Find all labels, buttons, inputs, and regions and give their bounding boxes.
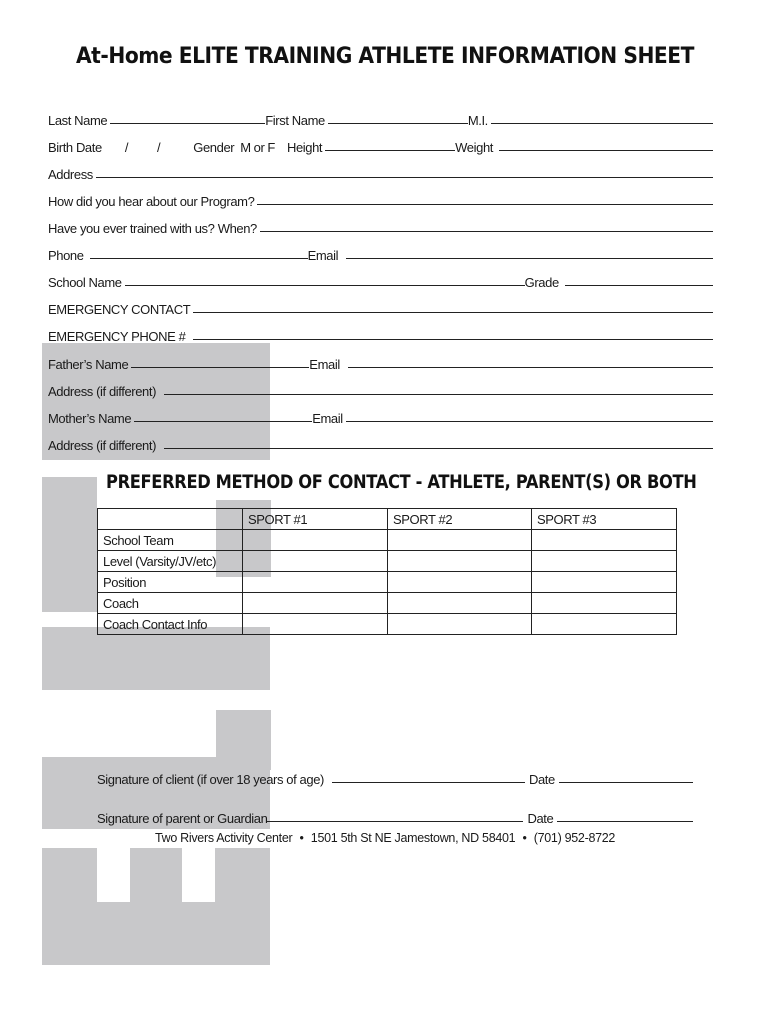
table-cell[interactable] <box>532 530 677 551</box>
watermark-logo-cutout-left <box>97 848 130 902</box>
phone-label: Phone <box>48 248 84 263</box>
gender-female-option[interactable]: F <box>267 140 275 155</box>
trained-field[interactable] <box>260 231 713 232</box>
footer-separator: • <box>522 831 527 845</box>
parent-date-label: Date <box>527 811 554 826</box>
gender-male-option[interactable]: M <box>240 140 251 155</box>
row-label-school-team: School Team <box>98 530 243 551</box>
mi-label: M.I. <box>467 113 488 128</box>
school-name-field[interactable] <box>125 285 525 286</box>
fathers-name-label: Father’s Name <box>48 357 129 372</box>
parent-signature-label: Signature of parent or Guardian <box>97 811 268 826</box>
row-label-coach-contact: Coach Contact Info <box>98 614 243 635</box>
table-cell[interactable] <box>243 572 388 593</box>
mother-address-field[interactable] <box>164 448 713 449</box>
heard-about-label: How did you hear about our Program? <box>48 194 255 209</box>
table-row <box>98 614 677 635</box>
mother-email-label: Email <box>312 411 343 426</box>
footer-organization: Two Rivers Activity Center <box>154 831 293 845</box>
table-header-sport-1: SPORT #1 <box>243 509 388 530</box>
father-email-field[interactable] <box>348 367 713 368</box>
father-address-label: Address (if different) <box>48 384 157 399</box>
first-name-field[interactable] <box>328 123 468 124</box>
client-signature-row <box>97 767 693 787</box>
footer-separator: • <box>299 831 304 845</box>
email-label: Email <box>307 248 339 263</box>
address-row <box>48 162 713 182</box>
gender-label: Gender <box>193 140 235 155</box>
mother-address-label: Address (if different) <box>48 438 157 453</box>
parent-date-field[interactable] <box>557 821 693 822</box>
gender-or: or <box>253 140 265 155</box>
birth-date-slash-2[interactable]: / <box>157 140 161 155</box>
emergency-phone-label: EMERGENCY PHONE # <box>48 329 186 344</box>
table-cell[interactable] <box>243 551 388 572</box>
table-cell[interactable] <box>388 593 532 614</box>
address-label: Address <box>48 167 93 182</box>
mother-email-field[interactable] <box>346 421 713 422</box>
emergency-contact-row <box>48 297 713 317</box>
watermark-logo-notch <box>42 477 97 612</box>
email-field[interactable] <box>346 258 713 259</box>
client-signature-label: Signature of client (if over 18 years of age) <box>97 772 324 787</box>
birth-date-label: Birth Date <box>48 140 102 155</box>
table-row <box>98 593 677 614</box>
watermark-logo-bar <box>42 627 270 690</box>
table-cell[interactable] <box>243 530 388 551</box>
address-field[interactable] <box>96 177 713 178</box>
mother-address-row <box>48 433 713 453</box>
last-name-label: Last Name <box>48 113 108 128</box>
mothers-name-field[interactable] <box>134 421 312 422</box>
sports-table-header <box>98 509 677 530</box>
birth-date-slash-1[interactable]: / <box>124 140 129 155</box>
father-address-row <box>48 379 713 399</box>
client-date-field[interactable] <box>559 782 693 783</box>
row-label-position: Position <box>98 572 243 593</box>
table-header-sport-2: SPORT #2 <box>388 509 532 530</box>
table-cell[interactable] <box>388 551 532 572</box>
row-label-level: Level (Varsity/JV/etc) <box>98 551 243 572</box>
emergency-phone-field[interactable] <box>193 339 713 340</box>
table-row <box>98 530 677 551</box>
table-cell[interactable] <box>243 614 388 635</box>
mi-field[interactable] <box>491 123 713 124</box>
table-header-sport-3: SPORT #3 <box>532 509 677 530</box>
emergency-contact-label: EMERGENCY CONTACT <box>48 302 191 317</box>
phone-email-row <box>48 243 713 263</box>
birth-gender-row <box>48 135 713 155</box>
father-row <box>48 352 713 372</box>
table-cell[interactable] <box>532 551 677 572</box>
footer <box>0 831 770 845</box>
school-name-label: School Name <box>48 275 122 290</box>
table-row <box>98 551 677 572</box>
client-date-label: Date <box>528 772 555 787</box>
height-field[interactable] <box>325 150 455 151</box>
first-name-label: First Name <box>265 113 325 128</box>
table-header-blank <box>98 509 243 530</box>
watermark-logo-base <box>42 848 270 965</box>
page-title: At-Home ELITE TRAINING ATHLETE INFORMATION SHEET <box>75 44 695 69</box>
table-cell[interactable] <box>532 572 677 593</box>
name-row <box>48 108 713 128</box>
weight-field[interactable] <box>499 150 713 151</box>
table-cell[interactable] <box>243 593 388 614</box>
contact-method-heading: PREFERRED METHOD OF CONTACT - ATHLETE, PARENT(S) OR BOTH <box>106 472 697 493</box>
watermark-logo-cutout-right <box>182 848 215 902</box>
heard-about-field[interactable] <box>257 204 713 205</box>
table-cell[interactable] <box>388 614 532 635</box>
emergency-phone-row <box>48 324 713 344</box>
grade-field[interactable] <box>565 285 713 286</box>
row-label-coach: Coach <box>98 593 243 614</box>
parent-signature-field[interactable] <box>267 821 523 822</box>
sports-table <box>97 508 677 635</box>
height-label: Height <box>286 140 323 155</box>
table-cell[interactable] <box>388 572 532 593</box>
mother-row <box>48 406 713 426</box>
trained-row <box>48 216 713 236</box>
footer-address: 1501 5th St NE Jamestown, ND 58401 <box>310 831 516 845</box>
heard-about-row <box>48 189 713 209</box>
client-signature-field[interactable] <box>332 782 525 783</box>
phone-field[interactable] <box>90 258 308 259</box>
mothers-name-label: Mother’s Name <box>48 411 132 426</box>
grade-label: Grade <box>524 275 559 290</box>
school-row <box>48 270 713 290</box>
table-cell[interactable] <box>532 614 677 635</box>
father-email-label: Email <box>309 357 340 372</box>
table-row <box>98 572 677 593</box>
parent-signature-row <box>97 806 693 826</box>
footer-phone: (701) 952-8722 <box>533 831 616 845</box>
trained-label: Have you ever trained with us? When? <box>48 221 257 236</box>
table-cell[interactable] <box>388 530 532 551</box>
weight-label: Weight <box>455 140 493 155</box>
table-cell[interactable] <box>532 593 677 614</box>
last-name-field[interactable] <box>110 123 265 124</box>
emergency-contact-field[interactable] <box>193 312 713 313</box>
father-address-field[interactable] <box>164 394 713 395</box>
fathers-name-field[interactable] <box>131 367 309 368</box>
